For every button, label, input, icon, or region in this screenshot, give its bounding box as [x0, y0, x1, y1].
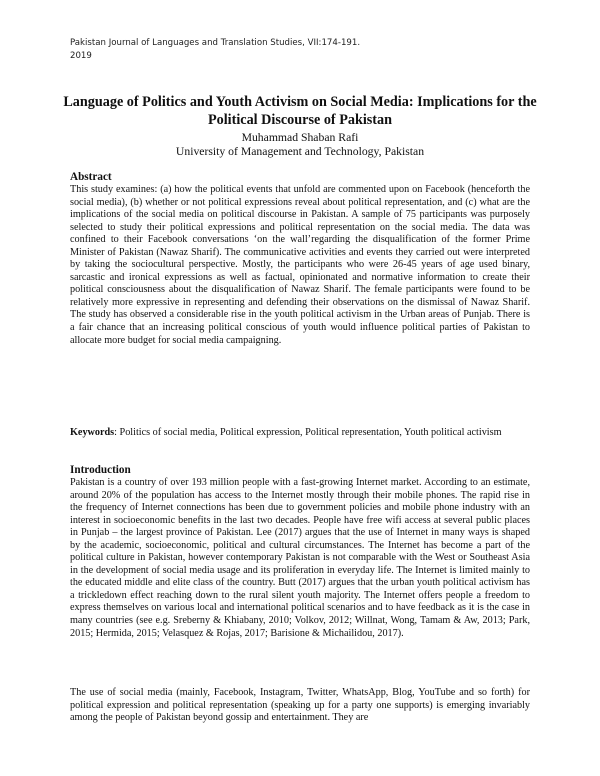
introduction-paragraph-2: The use of social media (mainly, Facebook, Instagram, Twitter, WhatsApp, Blog, YouTube and so forth) for political expression and political representation (speaking up for a party one supports) is emerging invariably among the people of Pakistan beyond gossip and entertainment. They are — [70, 687, 530, 724]
journal-year: 2019 — [70, 51, 92, 61]
abstract-heading: Abstract — [70, 171, 112, 183]
abstract-text: This study examines: (a) how the political events that unfold are commented upon on Facebook (henceforth the social media), (b) whether or not political expressions reveal about political representation, and (c) what are the implications of the social media on political discourse in Pakistan. A sample of 75 participants was purposely selected to study their political expressions and political representation on the social media. The data was confined to their Facebook conversations ‘on the wall’regarding the disqualification of the former Prime Minister of Pakistan (Nawaz Sharif). The communicative activities and events they carried out were interpreted by taking the sociocultural perspective. Mostly, the participants who were 26-45 years of age used binary, sarcastic and ironical expressions as well as factual, opinionated and normative information to create their political consciousness about the disqualification of Nawaz Sharif. The female participants were found to be relatively more expressive in representing and defending their observations on the dismissal of Nawaz Sharif. The study has observed a considerable rise in the youth political activism in the Urban areas of Punjab. There is a fair chance that an increasing political conscious of youth would influence political parties of Pakistan to allocate more budget for social media campaigning. — [70, 184, 530, 346]
introduction-paragraph-1: Pakistan is a country of over 193 million people with a fast-growing Internet market. According to an estimate, around 20% of the population has access to the Internet mostly through their mobile phones. The rapid rise in the frequency of Internet connections has been due to government policies and mobile phone industry with an interest in socioeconomic benefits in the last two decades. People have free wifi access at several public places in Punjab – the largest province of Pakistan. Lee (2017) argues that the use of Internet in many ways is shaped by the academic, socioeconomic, political and cultural circumstances. The Internet has become a part of the political culture in Pakistan, however contemporary Pakistan is not comparable with the West or Southeast Asia in the development of social media usage and its proliferation in everyday life. The Internet is limited mainly to the educated middle and elite class of the country. Butt (2017) argues that the urban youth political activism has a trickledown effect reaching down to the rural silent youth majority. The Internet offers people a freedom to express themselves on various local and international political scenarios and to have feedback as it is the case in many countries (see e.g. Sreberny & Khiabany, 2010; Volkov, 2012; Willnat, Wong, Tamam & Aw, 2013; Park, 2015; Hermida, 2015; Velasquez & Rojas, 2017; Barisione & Michailidou, 2017). — [70, 477, 530, 639]
keywords-label: Keywords — [70, 427, 115, 438]
author-name: Muhammad Shaban Rafi — [241, 131, 359, 144]
keywords-text: : Politics of social media, Political expression, Political representation, Youth political activism — [114, 427, 502, 438]
author-affiliation: University of Management and Technology, Pakistan — [175, 145, 425, 158]
keywords — [70, 427, 530, 440]
paper-title: Language of Politics and Youth Activism on Social Media: Implications for the Political Discourse of Pakistan — [63, 94, 537, 128]
journal-header — [70, 37, 530, 63]
journal-citation: Pakistan Journal of Languages and Translation Studies, VII:174-191. — [70, 38, 361, 48]
introduction-heading: Introduction — [70, 464, 131, 476]
